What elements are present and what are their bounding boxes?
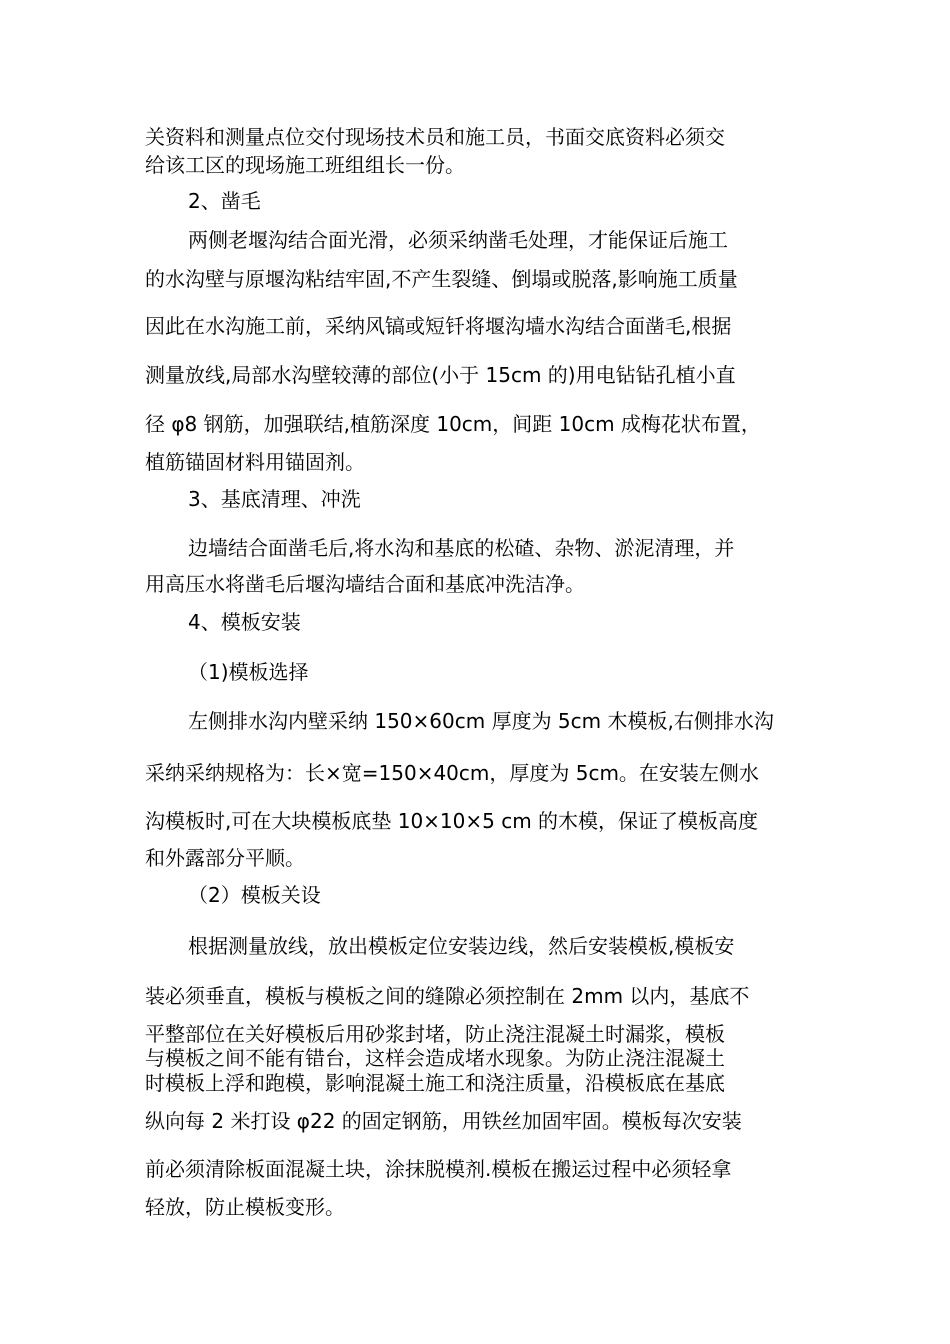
section-heading-4: 4、模板安装 xyxy=(188,610,301,634)
text-line-18: 和外露部分平顺。 xyxy=(145,846,305,870)
text-line-27: 轻放，防止模板变形。 xyxy=(145,1195,345,1219)
text-line-1: 关资料和测量点位交付现场技术员和施工员，书面交底资料必须交 xyxy=(145,125,725,149)
text-line-15: 左侧排水沟内壁采纳 150×60cm 厚度为 5cm 木模板,右侧排水沟 xyxy=(188,709,774,733)
text-line-26: 前必须清除板面混凝土块，涂抹脱模剂.模板在搬运过程中必须轻拿 xyxy=(145,1157,732,1181)
text-line-25: 纵向每 2 米打设 φ22 的固定钢筋，用铁丝加固牢固。模板每次安装 xyxy=(145,1109,742,1133)
text-line-12: 用高压水将凿毛后堰沟墙结合面和基底冲洗洁净。 xyxy=(145,572,585,596)
text-line-4: 两侧老堰沟结合面光滑，必须采纳凿毛处理，才能保证后施工 xyxy=(188,228,728,252)
text-line-9: 植筋锚固材料用锚固剂。 xyxy=(145,450,365,474)
section-heading-2: 2、凿毛 xyxy=(188,189,261,213)
text-line-16: 采纳采纳规格为：长×宽=150×40cm，厚度为 5cm。在安装左侧水 xyxy=(145,761,759,785)
text-line-5: 的水沟壁与原堰沟粘结牢固,不产生裂缝、倒塌或脱落,影响施工质量 xyxy=(145,267,738,291)
text-line-17: 沟模板时,可在大块模板底垫 10×10×5 cm 的木模，保证了模板高度 xyxy=(145,809,759,833)
text-line-24: 时模板上浮和跑模，影响混凝土施工和浇注质量，沿模板底在基底 xyxy=(145,1071,725,1095)
subsection-heading-1: （1)模板选择 xyxy=(188,660,309,684)
text-line-21: 装必须垂直，模板与模板之间的缝隙必须控制在 2mm 以内，基底不 xyxy=(145,984,750,1008)
text-line-2: 给该工区的现场施工班组组长一份。 xyxy=(145,153,465,177)
text-line-22: 平整部位在关好模板后用砂浆封堵，防止浇注混凝土时漏浆，模板 xyxy=(145,1022,725,1046)
section-heading-3: 3、基底清理、冲洗 xyxy=(188,487,361,511)
subsection-heading-2: （2）模板关设 xyxy=(188,883,321,907)
text-line-23: 与模板之间不能有错台，这样会造成堵水现象。为防止浇注混凝土 xyxy=(145,1046,725,1070)
text-line-7: 测量放线,局部水沟壁较薄的部位(小于 15cm 的)用电钻钻孔植小直 xyxy=(145,363,736,387)
text-line-6: 因此在水沟施工前，采纳风镐或短钎将堰沟墙水沟结合面凿毛,根据 xyxy=(145,314,732,338)
text-line-20: 根据测量放线，放出模板定位安装边线，然后安装模板,模板安 xyxy=(188,934,735,958)
text-line-8: 径 φ8 钢筋，加强联结,植筋深度 10cm，间距 10cm 成梅花状布置， xyxy=(145,412,761,436)
text-line-11: 边墙结合面凿毛后,将水沟和基底的松碴、杂物、淤泥清理，并 xyxy=(188,536,735,560)
